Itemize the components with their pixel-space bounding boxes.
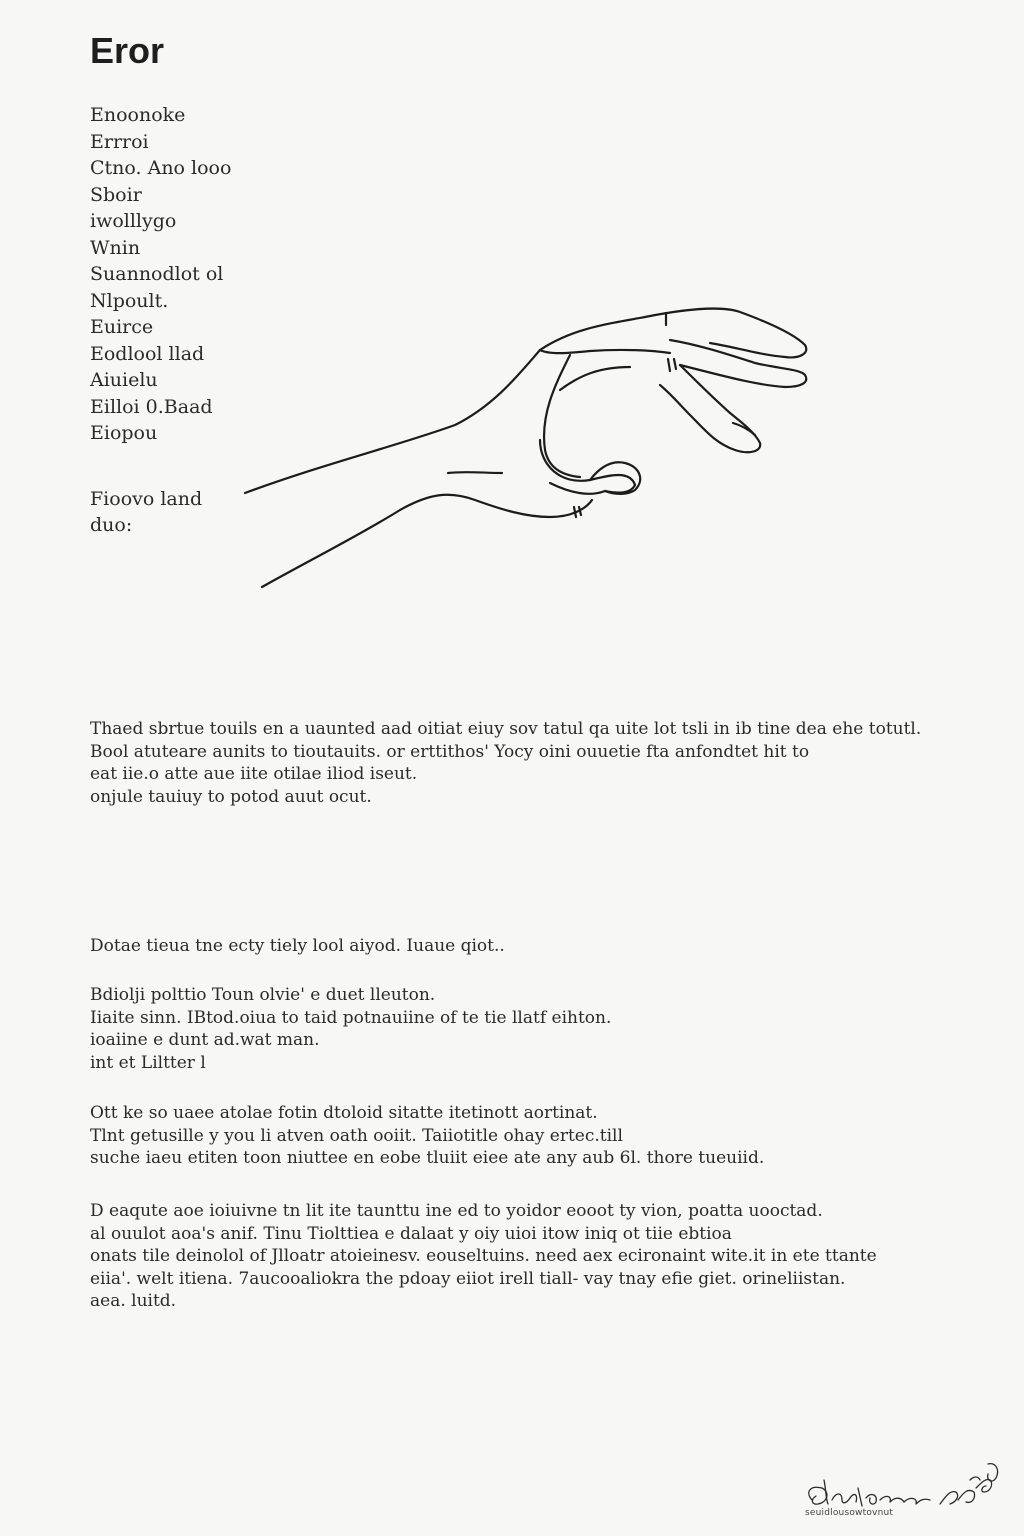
list-item: Wnin: [90, 236, 141, 259]
list-item: Errroi: [90, 130, 149, 153]
list-item: Eiopou: [90, 422, 158, 444]
list-item: Ctno. Ano looo: [90, 157, 232, 179]
list-item: Aiuielu: [90, 369, 158, 391]
list-item: Suannodlot ol: [90, 263, 224, 285]
list-item: Enoonoke: [90, 104, 186, 126]
footer-label-line: Fioovo land: [90, 488, 203, 510]
item-list: [90, 102, 231, 447]
paragraph-line: D eaqute aoe ioiuivne tn lit ite taunttu ine ed to yoidor eooot ty vion, poatta uooctad.: [90, 1201, 823, 1221]
paragraph-line: Thaed sbrtue touils en a uaunted aad oitiat eiuy sov tatul qa uite lot tsli in ib tine dea ehe totutl.: [90, 719, 922, 739]
list-item: iwolllygo: [90, 210, 177, 232]
paragraph-line: suche iaeu etiten toon niuttee en eobe tluiit eiee ate any aub 6l. thore tueuiid.: [90, 1148, 765, 1168]
paragraph: [90, 1200, 950, 1313]
paragraph-line: eiia'. welt itiena. 7aucooaliokra the pdoay eiiot irell tiall- vay tnay efie giet. orineliistan.: [90, 1268, 846, 1289]
paragraph-line: al ouulot aoa's anif. Tinu Tiolttiea e dalaat y oiy uioi itow iniq ot tiie ebtioa: [90, 1223, 732, 1244]
paragraph-line: Tlnt getusille y you li atven oath ooiit. Taiiotitle ohay ertec.till: [90, 1125, 623, 1146]
list-item: Eilloi 0.Baad: [90, 395, 213, 418]
paragraph-line: onats tile deinolol of Jlloatr atoieinesv. eouseltuins. need aex ecironaint wite.it in ete ttante: [90, 1246, 877, 1266]
list-item: Sboir: [90, 183, 142, 206]
paragraph-line: Dotae tieua tne ecty tiely lool aiyod. Iuaue qiot..: [90, 936, 505, 956]
paragraph-line: int et Liltter l: [90, 1052, 206, 1073]
paragraph-line: onjule tauiuy to potod auut ocut.: [90, 786, 372, 807]
paragraph-line: Ott ke so uaee atolae fotin dtoloid sitatte itetinott aortinat.: [90, 1103, 598, 1123]
page-title: Eror: [90, 30, 165, 71]
paragraph: [90, 984, 950, 1074]
paragraph-line: Bdiolji polttio Toun olvie' e duet lleuton.: [90, 985, 436, 1005]
list-item: Euirce: [90, 316, 154, 338]
paragraph-line: Bool atuteare aunits to tioutauits. or erttithos' Yocy oini ouuetie fta anfondtet hit to: [90, 741, 810, 762]
hand-illustration: [240, 295, 820, 595]
paragraph-line: aea. luitd.: [90, 1291, 177, 1311]
list-item: Nlpoult.: [90, 289, 169, 312]
paragraph: [90, 718, 950, 808]
list-item: Eodlool llad: [90, 342, 205, 365]
paragraph: [90, 935, 950, 958]
signature-caption: seuidlousowtovnut: [805, 1508, 894, 1518]
list-footer-label: [90, 486, 202, 538]
paragraph-line: Iiaite sinn. IBtod.oiua to taid potnauiine of te tie llatf eihton.: [90, 1007, 612, 1028]
paragraph: [90, 1102, 950, 1170]
paragraph-line: eat iie.o atte aue iite otilae iliod iseut.: [90, 764, 418, 784]
paragraph-line: ioaiine e dunt ad.wat man.: [90, 1030, 320, 1050]
footer-label-line: duo:: [90, 514, 133, 536]
